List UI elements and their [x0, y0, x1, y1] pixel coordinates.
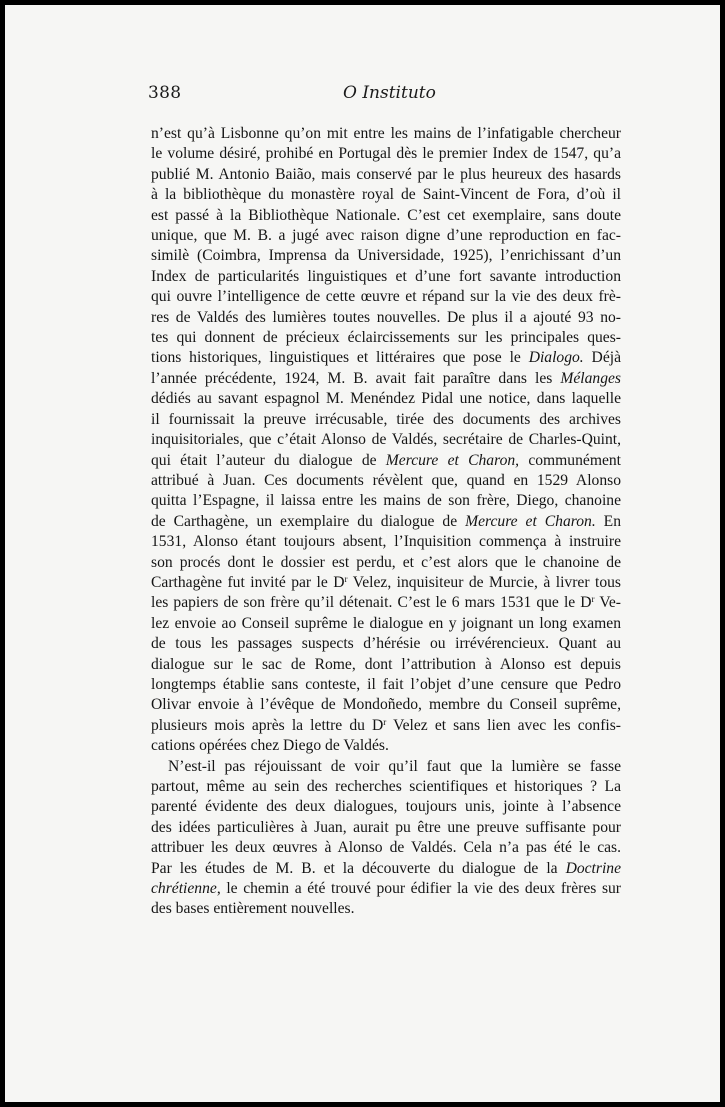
- superscript: r: [344, 573, 348, 584]
- text-line: cations opérées chez Diego de Valdés.: [151, 737, 389, 755]
- text-segment: , le chemin a été trouvé pour édifier la vie des deux frères sur: [216, 880, 621, 898]
- text-line: attribuer les deux œuvres à Alonso de Valdés. Cela n’a pas été le cas.: [151, 839, 621, 857]
- text-segment: communément: [519, 451, 622, 469]
- text-line: tes qui donnent de précieux éclaircissements sur les principales ques-: [151, 329, 621, 347]
- italic-title: Dialogo.: [528, 349, 584, 367]
- text-line: qui ouvre l’intelligence de cette œuvre et répand sur la vie des deux frè-: [151, 288, 621, 306]
- italic-title: Mercure et Charon.: [465, 512, 596, 530]
- text-line: [151, 512, 621, 532]
- text-line: publié M. Antonio Baião, mais conservé par le plus heureux des hasards: [151, 165, 621, 183]
- text-line: Index de particularités linguistiques et d’une fort savante introduction: [151, 267, 621, 285]
- text-line: des idées particulières à Juan, aurait pu être une preuve suffisante pour: [151, 818, 621, 836]
- text-line: inquisitoriales, que c’était Alonso de Valdés, secrétaire de Charles-Quint,: [151, 431, 621, 449]
- text-line: Olivar envoie à l’évêque de Mondoñedo, membre du Conseil suprême,: [151, 696, 621, 714]
- text-line: partout, même au sein des recherches scientifiques et historiques ? La: [151, 778, 621, 795]
- text-segment: Velez, inquisiteur de Murcie, à livrer tous: [347, 573, 621, 591]
- text-line: N’est-il pas réjouissant de voir qu’il faut que la lumière se fasse: [168, 757, 621, 775]
- text-line: [151, 859, 621, 879]
- page-header: [148, 83, 618, 107]
- text-segment: En: [595, 512, 621, 530]
- text-line: des bases entièrement nouvelles.: [151, 900, 355, 918]
- text-line: le volume désiré, prohibé en Portugal dès le premier Index de 1547, qu’a: [151, 145, 621, 163]
- text-segment: Velez et sans lien avec les confis-: [386, 716, 621, 734]
- text-segment: de Carthagène, un exemplaire du dialogue de: [151, 512, 466, 530]
- text-line: attribué à Juan. Ces documents révèlent que, quand en 1529 Alonso: [151, 471, 621, 489]
- text-segment: Ve-: [594, 594, 621, 612]
- italic-title: Doctrine: [565, 859, 621, 877]
- text-line: est passé à la Bibliothèque Nationale. C’est cet exemplaire, sans doute: [151, 206, 621, 224]
- text-segment: l’année précédente, 1924, M. B. avait fait paraître dans les: [151, 369, 561, 387]
- italic-title: Mélanges: [560, 369, 621, 387]
- page-number: 388: [148, 83, 182, 103]
- text-line: [151, 348, 621, 368]
- text-line: parenté évidente des deux dialogues, toujours unis, jointe à l’absence: [151, 798, 621, 816]
- text-line: lez envoie ao Conseil suprême le dialogue en y joignant un long examen: [151, 614, 621, 632]
- text-line: quitta l’Espagne, il laissa entre les mains de son frère, Diego, chanoine: [151, 492, 621, 510]
- text-line: unique, que M. B. a jugé avec raison digne d’une reproduction en fac-: [151, 227, 621, 245]
- text-line: à la bibliothèque du monastère royal de Saint-Vincent de Fora, d’où il: [151, 186, 621, 204]
- italic-title: Mercure et Charon,: [385, 451, 520, 469]
- text-line: res de Valdés des lumières toutes nouvelles. De plus il a ajouté 93 no-: [151, 308, 621, 326]
- superscript: r: [591, 594, 595, 605]
- italic-title: chrétienne: [151, 880, 217, 898]
- superscript: r: [383, 716, 387, 727]
- text-segment: Par les études de M. B. et la découverte du dialogue de la: [151, 859, 566, 877]
- text-line: longtemps établie sans conteste, il fait l’objet d’une censure que Pedro: [151, 675, 621, 693]
- text-segment: Carthagène fut invité par le D: [151, 573, 345, 591]
- text-line: [151, 879, 621, 899]
- page: [5, 5, 720, 1102]
- text-segment: qui était l’auteur du dialogue de: [151, 451, 386, 469]
- text-segment: tions historiques, linguistiques et littéraires que pose le: [151, 349, 529, 367]
- text-line: de tous les passages suspects d’hérésie ou irrévérencieux. Quant au: [151, 635, 621, 653]
- text-line: [151, 451, 621, 471]
- text-line: dialogue sur le sac de Rome, dont l’attribution à Alonso est depuis: [151, 655, 621, 673]
- text-line: similè (Coimbra, Imprensa da Universidade, 1925), l’enrichissant d’un: [151, 247, 621, 265]
- text-line: [151, 593, 621, 613]
- body-text: [151, 124, 621, 920]
- text-segment: les papiers de son frère qu’il détenait. C’est le 6 mars 1531 que le D: [151, 594, 592, 612]
- text-line: son procés dont le dossier est perdu, et c’est alors que le chanoine de: [151, 553, 621, 571]
- text-segment: plusieurs mois après la lettre du D: [151, 716, 384, 734]
- text-line: 1531, Alonso étant toujours absent, l’Inquisition commença à instruire: [151, 533, 621, 551]
- text-line: n’est qu’à Lisbonne qu’on mit entre les mains de l’infatigable chercheur: [151, 125, 621, 142]
- text-line: dédiés au savant espagnol M. Menéndez Pidal une notice, dans laquelle: [151, 390, 621, 408]
- text-segment: Déjà: [583, 349, 621, 367]
- text-line: [151, 573, 621, 593]
- text-line: [151, 716, 621, 736]
- running-title: O Instituto: [343, 83, 436, 103]
- text-line: il fournissait la preuve irrécusable, tirée des documents des archives: [151, 410, 621, 428]
- text-line: [151, 369, 621, 389]
